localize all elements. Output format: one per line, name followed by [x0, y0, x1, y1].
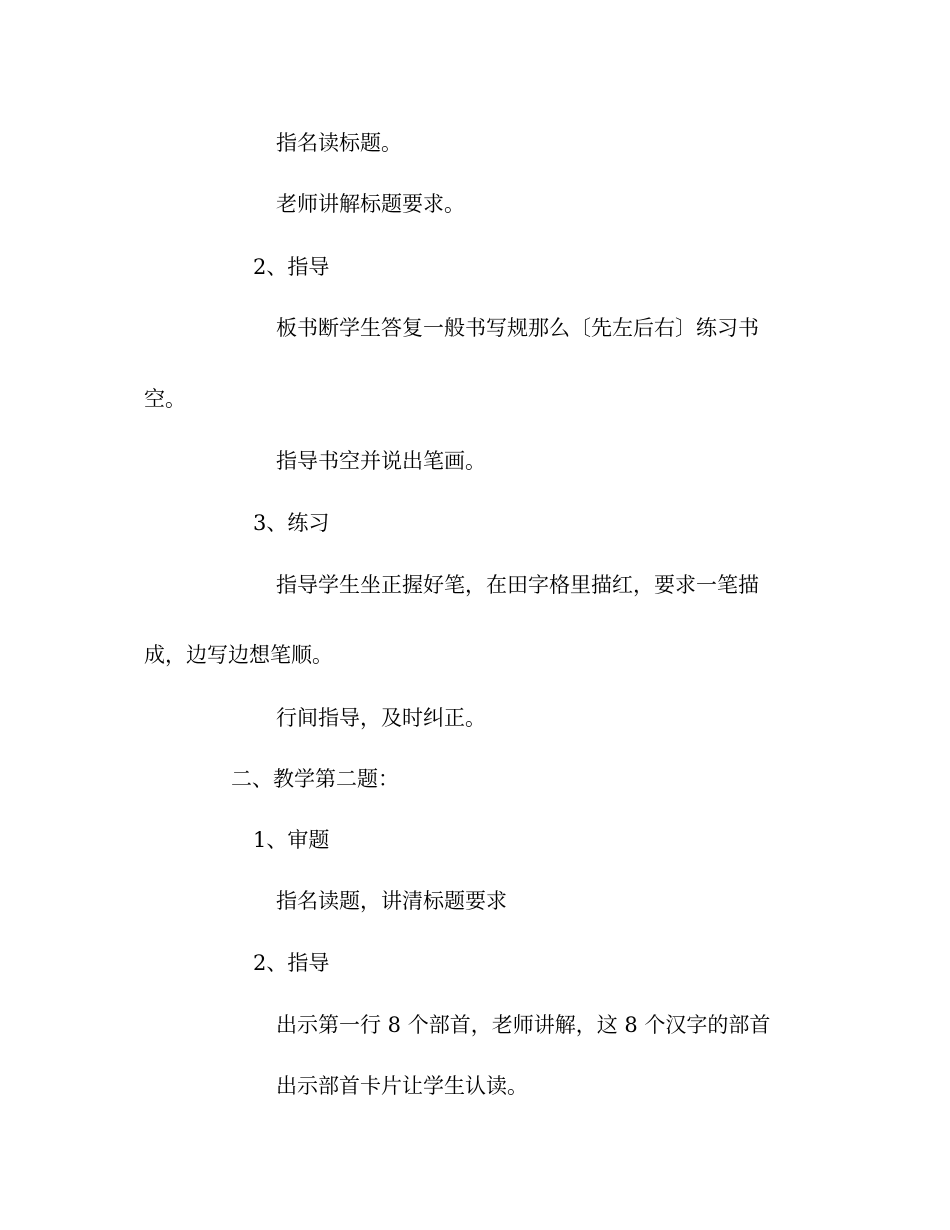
- heading-guidance-2: 2、指导: [253, 255, 330, 279]
- heading-guidance-2b: 2、指导: [253, 951, 330, 975]
- paragraph-air-writing: 指导书空并说出笔画。: [276, 449, 486, 473]
- heading-review-1: 1、审题: [253, 828, 330, 852]
- paragraph-tracing: 指导学生坐正握好笔，在田字格里描红，要求一笔描: [276, 573, 759, 597]
- paragraph-blackboard-writing-cont: 空。: [144, 387, 186, 411]
- heading-section-two: 二、教学第二题：: [231, 767, 399, 791]
- paragraph-read-question: 指名读题，讲清标题要求: [276, 889, 507, 913]
- paragraph-show-radicals: 出示第一行 8 个部首，老师讲解，这 8 个汉字的部首: [276, 1013, 771, 1037]
- paragraph-teacher-explains: 老师讲解标题要求。: [276, 192, 465, 216]
- heading-practice-3: 3、练习: [253, 511, 330, 535]
- paragraph-row-guidance: 行间指导，及时纠正。: [276, 706, 486, 730]
- paragraph-read-title: 指名读标题。: [276, 131, 402, 155]
- paragraph-blackboard-writing: 板书断学生答复一般书写规那么〔先左后右〕练习书: [276, 316, 759, 340]
- paragraph-radical-cards: 出示部首卡片让学生认读。: [276, 1074, 528, 1098]
- paragraph-tracing-cont: 成，边写边想笔顺。: [144, 643, 333, 667]
